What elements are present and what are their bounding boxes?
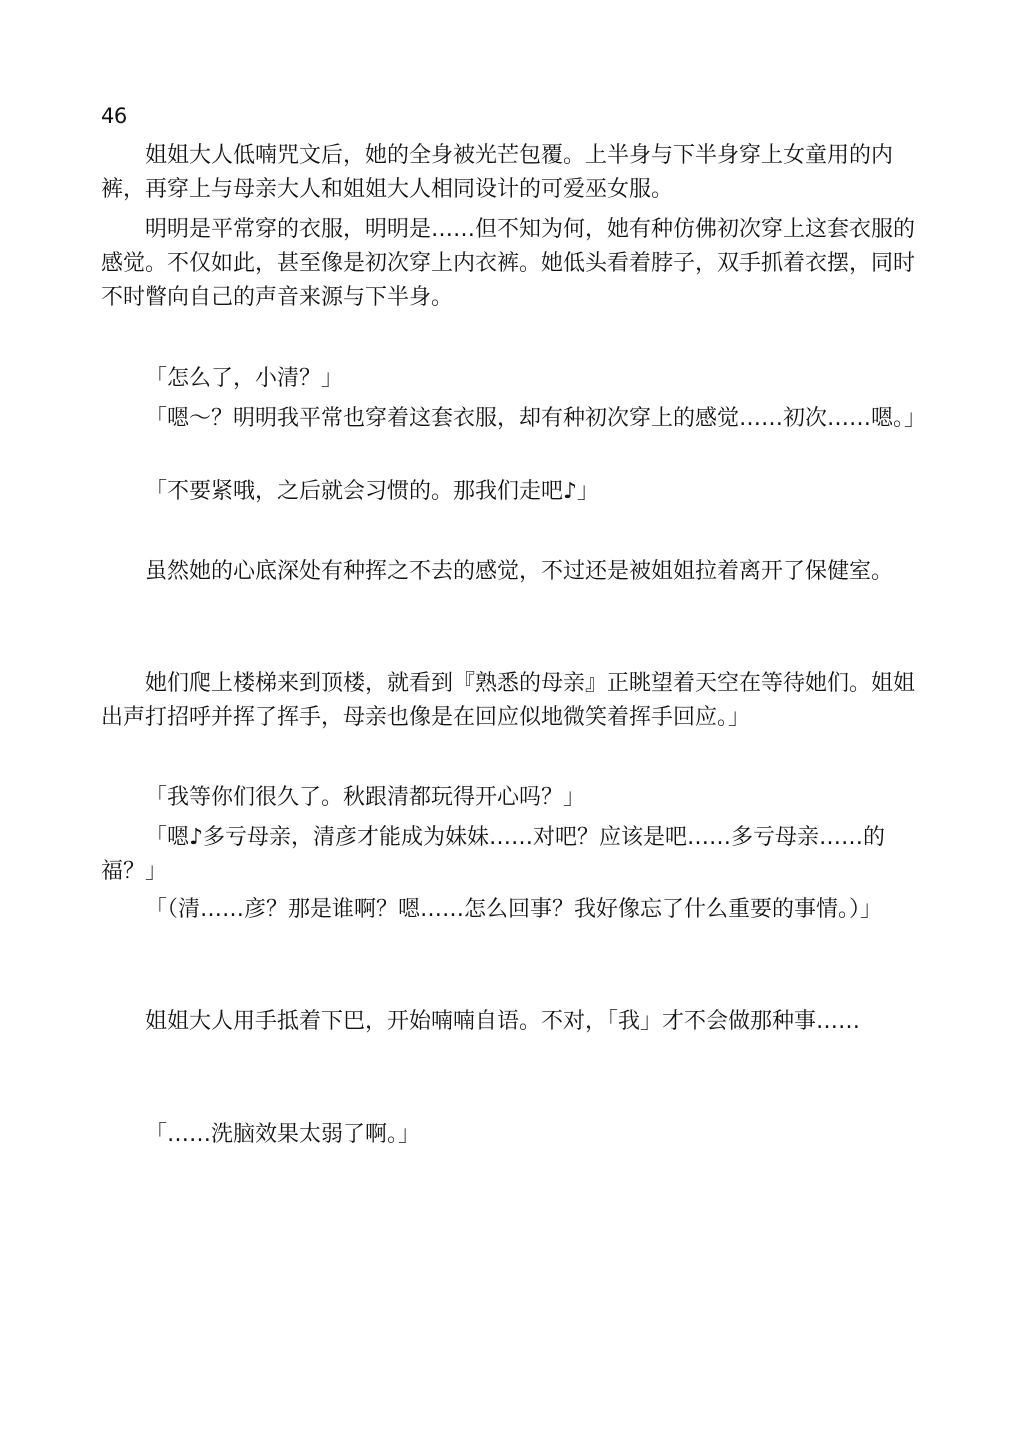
dialogue-line-5: 「嗯♪多亏母亲，清彦才能成为妹妹……对吧？应该是吧……多亏母亲……的福？」 [101, 825, 886, 884]
paragraph-2: 明明是平常穿的衣服，明明是……但不知为何，她有种仿佛初次穿上这套衣服的感觉。不仅如此，甚至像是初次穿上内衣裤。她低头看着脖子，双手抓着衣摆，同时不时瞥向自己的声音来源与下半身。 [101, 217, 916, 310]
paragraph-3: 虽然她的心底深处有种挥之不去的感觉，不过还是被姐姐拉着离开了保健室。 [145, 559, 894, 584]
dialogue-line-1: 「怎么了，小清？」 [145, 366, 344, 391]
page-number: 46 [101, 104, 127, 128]
paragraph-1: 姐姐大人低喃咒文后，她的全身被光芒包覆。上半身与下半身穿上女童用的内裤，再穿上与母亲大人和姐姐大人相同设计的可爱巫女服。 [101, 143, 894, 202]
paragraph-4: 她们爬上楼梯来到顶楼，就看到『熟悉的母亲』正眺望着天空在等待她们。姐姐出声打招呼并挥了挥手，母亲也像是在回应似地微笑着挥手回应。」 [101, 671, 916, 730]
dialogue-line-2: 「嗯～？明明我平常也穿着这套衣服，却有种初次穿上的感觉……初次……嗯。」 [145, 406, 927, 431]
dialogue-line-4: 「我等你们很久了。秋跟清都玩得开心吗？」 [145, 785, 586, 810]
dialogue-line-6: 「（清……彦？那是谁啊？嗯……怎么回事？我好像忘了什么重要的事情。）」 [145, 897, 883, 922]
dialogue-line-7: 「……洗脑效果太弱了啊。」 [145, 1122, 421, 1147]
dialogue-line-3: 「不要紧哦，之后就会习惯的。那我们走吧♪」 [145, 479, 600, 504]
paragraph-5: 姐姐大人用手抵着下巴，开始喃喃自语。不对，「我」才不会做那种事…… [145, 1009, 861, 1034]
